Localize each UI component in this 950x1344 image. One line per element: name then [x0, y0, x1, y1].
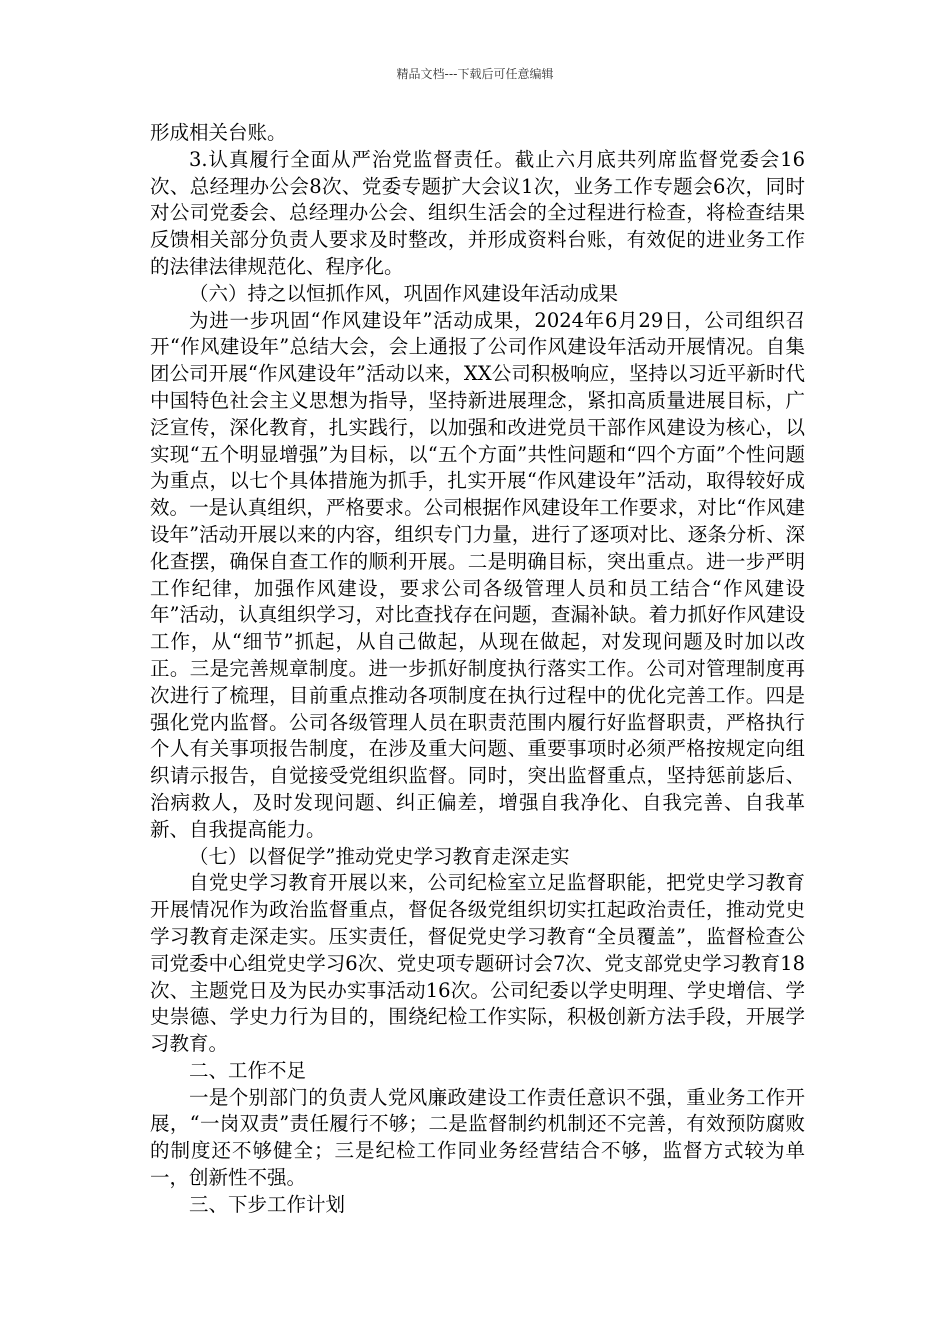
paragraph-supervision-duty: 3.认真履行全面从严治党监督责任。截止六月底共列席监督党委会16次、总经理办公会8次、党委专题扩大会议1次，业务工作专题会6次，同时对公司党委会、总经理办公会、组织生活会的全过程进行检查，将检查结果反馈相关部分负责人要求及时整改，并形成资料台账，有效促的进业务工作的法律法律规范化、程序化。 [150, 147, 805, 278]
section-heading-six: （六）持之以恒抓作风，巩固作风建设年活动成果 [189, 281, 619, 305]
paragraph-work-style-year: 为进一步巩固“作风建设年”活动成果，2024年6月29日，公司组织召开“作风建设年”总结大会，会上通报了公司作风建设年活动开展情况。自集团公司开展“作风建设年”活动以来，XX公司积极响应，坚持以习近平新时代中国特色社会主义思想为指导，坚持新进展理念，紧扣高质量进展目标，广泛宣传，深化教育，扎实践行，以加强和改进党员干部作风建设为核心，以实现“五个明显增强”为目标，以“五个方面”共性问题和“四个方面”个性问题为重点，以七个具体措施为抓手，扎实开展“作风建设年”活动，取得较好成效。一是认真组织，严格要求。公司根据作风建设年工作要求，对比“作风建设年”活动开展以来的内容，组织专门力量，进行了逐项对比、逐条分析、深化查摆，确保自查工作的顺利开展。二是明确目标，突出重点。进一步严明工作纪律，加强作风建设，要求公司各级管理人员和员工结合“作风建设年”活动，认真组织学习，对比查找存在问题，查漏补缺。着力抓好作风建设工作，从“细节”抓起，从自己做起，从现在做起，对发现问题及时加以改正。三是完善规章制度。进一步抓好制度执行落实工作。公司对管理制度再次进行了梳理，目前重点推动各项制度在执行过程中的优化完善工作。四是强化党内监督。公司各级管理人员在职责范围内履行好监督职责，严格执行个人有关事项报告制度，在涉及重大问题、重要事项时必须严格按规定向组织请示报告，自觉接受党组织监督。同时，突出监督重点，坚持惩前毖后、治病救人，及时发现问题、纠正偏差，增强自我净化、自我完善、自我革新、自我提高能力。 [150, 308, 805, 841]
page-header: 精品文档---下载后可任意编辑 [396, 67, 554, 81]
section-heading-seven: （七）以督促学”推动党史学习教育走深走实 [189, 844, 570, 868]
paragraph-shortcomings: 一是个别部门的负责人党风廉政建设工作责任意识不强，重业务工作开展，“一岗双责”责任履行不够；二是监督制约机制还不完善，有效预防腐败的制度还不够健全；三是纪检工作同业务经营结合不够，监督方式较为单一，创新性不强。 [150, 1085, 805, 1190]
paragraph-ledger-end: 形成相关台账。 [150, 121, 287, 144]
section-heading-next-plan: 三、下步工作计划 [189, 1192, 346, 1216]
paragraph-party-history: 自党史学习教育开展以来，公司纪检室立足监督职能，把党史学习教育开展情况作为政治监督重点，督促各级党组织切实扛起政治责任，推动党史学习教育走深走实。压实责任，督促党史学习教育“全员覆盖”，监督检查公司党委中心组党史学习6次、党史项专题研讨会7次、党支部党史学习教育18次、主题党日及为民办实事活动16次。公司纪委以学史明理、学史增信、学史崇德、学史力行为目的，围绕纪检工作实际，积极创新方法手段，开展学习教育。 [150, 871, 805, 1056]
section-heading-shortcomings: 二、工作不足 [189, 1058, 307, 1082]
document-body [150, 120, 805, 1219]
